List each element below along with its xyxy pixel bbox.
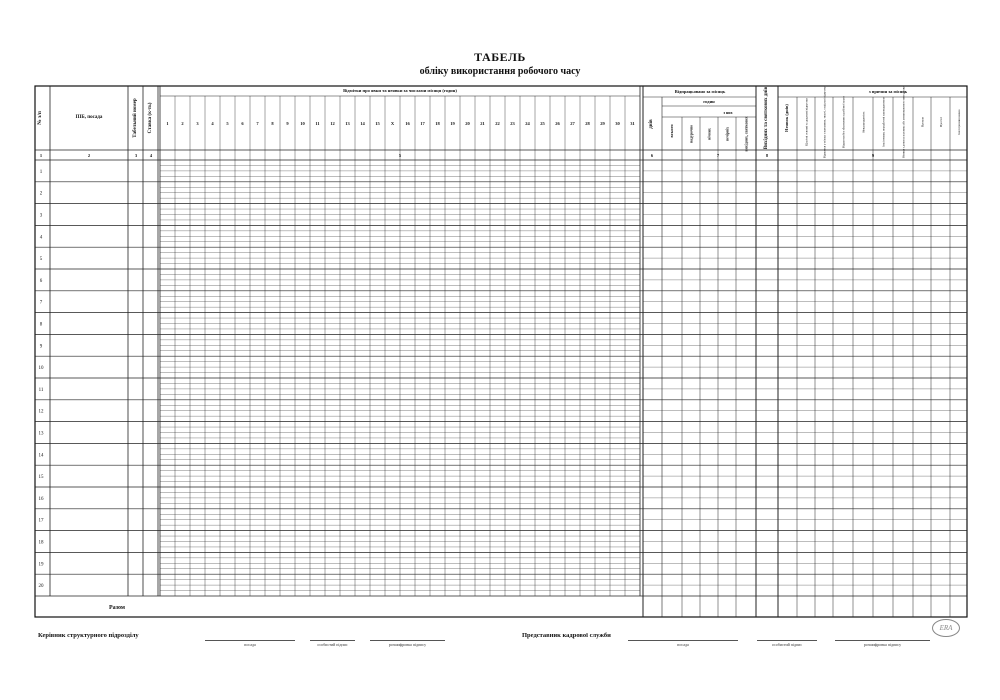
- day-number-29: 29: [600, 121, 605, 126]
- day-number-27: 27: [570, 121, 575, 126]
- hr-position-caption: посада: [677, 642, 689, 647]
- day-number-22: 22: [495, 121, 500, 126]
- row-number-6: 6: [39, 278, 43, 284]
- head-position-line[interactable]: [205, 640, 295, 641]
- column-number-5: 5: [398, 153, 402, 158]
- row-name-cell[interactable]: [51, 401, 127, 421]
- day-number-7: 7: [256, 121, 259, 126]
- day-number-25: 25: [540, 121, 545, 126]
- day-number-23: 23: [510, 121, 515, 126]
- day-number-9: 9: [286, 121, 289, 126]
- form-title: ТАБЕЛЬ: [474, 50, 526, 64]
- hr-signature-line[interactable]: [757, 640, 817, 641]
- column-header-4: вихідних, святкових: [744, 116, 749, 152]
- row-name-cell[interactable]: [51, 183, 127, 203]
- row-number-8: 8: [39, 322, 43, 328]
- row-name-cell[interactable]: [51, 357, 127, 377]
- head-signature-line[interactable]: [310, 640, 355, 641]
- row-number-14: 14: [38, 453, 44, 459]
- absence-reason-4: Непрацездатність: [862, 111, 866, 133]
- day-number-26: 26: [555, 121, 560, 126]
- head-name-line[interactable]: [370, 640, 445, 641]
- hr-representative-label: Представник кадрової служби: [522, 632, 611, 639]
- column-header-weekend: Вихідних та святкових днів: [764, 86, 769, 150]
- absence-reason-8: Простої: [940, 117, 943, 127]
- column-number-9: 9: [871, 153, 875, 158]
- column-number-2: 2: [87, 153, 91, 158]
- day-number-19: 19: [450, 121, 455, 126]
- column-header-worked-group: Відпрацьовано за місяць: [674, 89, 726, 94]
- head-signature-caption: особистий підпис: [317, 642, 348, 647]
- day-number-30: 30: [615, 121, 620, 126]
- day-number-28: 28: [585, 121, 590, 126]
- day-number-3: 3: [196, 121, 199, 126]
- day-number-5: 5: [226, 121, 229, 126]
- row-name-cell[interactable]: [51, 488, 127, 508]
- row-number-12: 12: [38, 409, 44, 415]
- hr-position-line[interactable]: [628, 640, 738, 641]
- column-header-days-group: Відмітки про явки та неявки за числами місяця (годин): [343, 88, 457, 93]
- day-number-X: X: [390, 121, 395, 126]
- row-number-5: 5: [39, 257, 43, 263]
- absence-reason-6: Неявки з дозволу власника або уповноваженого ним органу: [902, 86, 906, 158]
- column-number-6: 6: [650, 153, 654, 158]
- row-name-cell[interactable]: [51, 292, 127, 312]
- column-header-name: ПІБ, посада: [75, 115, 103, 120]
- day-number-16: 16: [405, 121, 410, 126]
- row-name-cell[interactable]: [51, 205, 127, 225]
- row-number-17: 17: [38, 518, 44, 524]
- column-header-total: всього: [669, 124, 674, 138]
- row-name-cell[interactable]: [51, 161, 127, 181]
- absence-reason-2: Відпустки у зв'язку з навчанням, творчі, соціальні відпустки: [823, 85, 827, 159]
- column-number-7: 7: [716, 153, 720, 158]
- head-name-caption: розшифровка підпису: [388, 642, 427, 647]
- hr-signature-caption: особистий підпис: [771, 642, 803, 647]
- column-number-1: 1: [39, 153, 43, 158]
- day-number-24: 24: [525, 121, 530, 126]
- day-number-15: 15: [375, 121, 380, 126]
- row-name-cell[interactable]: [51, 423, 127, 443]
- row-number-10: 10: [38, 366, 44, 372]
- absence-reason-3: Відпустки без збереження заробітної плати: [842, 96, 846, 148]
- hr-name-caption: розшифровка підпису: [863, 642, 902, 647]
- row-number-1: 1: [39, 169, 43, 175]
- row-number-15: 15: [38, 475, 44, 481]
- day-number-21: 21: [480, 121, 485, 126]
- day-number-31: 31: [630, 121, 635, 126]
- day-number-4: 4: [211, 121, 214, 126]
- row-name-cell[interactable]: [51, 575, 127, 595]
- day-number-14: 14: [360, 121, 365, 126]
- row-number-2: 2: [39, 191, 43, 197]
- head-of-unit-label: Керівник структурного підрозділу: [38, 632, 139, 639]
- row-number-9: 9: [39, 344, 43, 350]
- column-header-3: вечірніх: [725, 126, 730, 142]
- day-number-1: 1: [166, 121, 169, 126]
- column-header-num: № з/п: [37, 111, 43, 125]
- row-name-cell[interactable]: [51, 532, 127, 552]
- row-name-cell[interactable]: [51, 335, 127, 355]
- row-number-3: 3: [39, 213, 43, 219]
- row-number-4: 4: [39, 235, 43, 241]
- column-header-tab-number: Табельний номер: [133, 98, 138, 138]
- absence-reason-5: Інші неявки, передбачені законодавством: [882, 97, 886, 147]
- form-subtitle: обліку використання робочого часу: [419, 66, 581, 77]
- row-name-cell[interactable]: [51, 248, 127, 268]
- day-number-11: 11: [315, 121, 320, 126]
- row-number-20: 20: [38, 584, 44, 590]
- head-position-caption: посада: [244, 642, 256, 647]
- column-number-3: 3: [134, 153, 138, 158]
- row-number-18: 18: [38, 540, 44, 546]
- day-number-6: 6: [241, 121, 244, 126]
- day-number-18: 18: [435, 121, 440, 126]
- day-number-8: 8: [271, 121, 274, 126]
- day-number-2: 2: [181, 121, 184, 126]
- row-number-16: 16: [38, 496, 44, 502]
- column-header-rate: Ставка (к-ть): [148, 102, 153, 134]
- day-number-20: 20: [465, 121, 470, 126]
- absence-reason-1: Щорічні основні та додаткові відпустки: [805, 98, 809, 146]
- day-number-13: 13: [345, 121, 350, 126]
- row-name-cell[interactable]: [51, 270, 127, 290]
- column-header-hours-group: годин: [703, 99, 715, 104]
- hr-name-line[interactable]: [835, 640, 930, 641]
- row-name-cell[interactable]: [51, 379, 127, 399]
- column-header-absence-group: з причин за місяць: [868, 89, 908, 94]
- publisher-logo: ERA: [932, 619, 960, 637]
- column-header-days: днів: [649, 119, 654, 129]
- row-number-13: 13: [38, 431, 44, 437]
- day-number-17: 17: [420, 121, 425, 126]
- row-name-cell[interactable]: [51, 314, 127, 334]
- absence-reason-7: Прогули: [921, 116, 925, 128]
- row-name-cell[interactable]: [51, 466, 127, 486]
- absence-reason-9: Інші причини неявок: [958, 109, 961, 135]
- day-number-12: 12: [330, 121, 335, 126]
- column-number-4: 4: [149, 153, 153, 158]
- column-number-8: 8: [765, 153, 769, 158]
- column-header-absences: Неявок (днів): [784, 104, 789, 132]
- column-header-2: нічних: [707, 128, 712, 140]
- row-number-7: 7: [39, 300, 43, 306]
- day-number-10: 10: [300, 121, 305, 126]
- column-header-of-them: з них: [723, 110, 733, 115]
- column-header-1: надурочно: [689, 124, 694, 144]
- total-label: Разом: [108, 605, 126, 611]
- row-name-cell[interactable]: [51, 510, 127, 530]
- row-number-19: 19: [38, 562, 44, 568]
- row-name-cell[interactable]: [51, 553, 127, 573]
- row-number-11: 11: [38, 387, 44, 393]
- row-name-cell[interactable]: [51, 226, 127, 246]
- row-name-cell[interactable]: [51, 444, 127, 464]
